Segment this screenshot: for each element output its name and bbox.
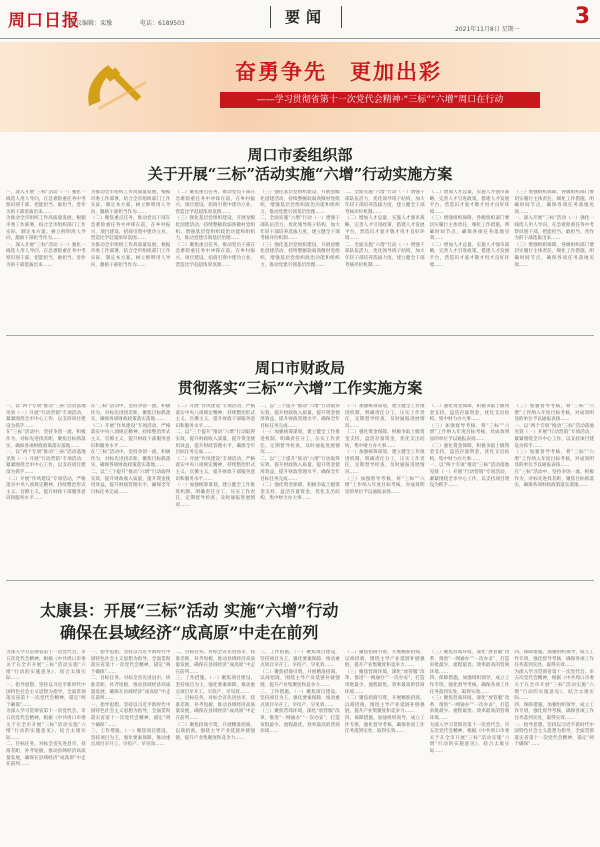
article-3-column: 为深入学习贯彻省第十一次党代会、市五次党代会精神，根据《中共周口市委关于在全市开展“三标”活动实施“六增”行动的实施意见》，结合太康实际…… 一、指导思想。坚持以习近平新时代中国特色社会主义思想为指导，全面贯彻落实省第十一次党代会精神，锚定“两个确保”…… 为深入学习贯彻省第十一次党代会、市五次党代会精神，根据《中共周口市委关于在全市开展“三标”活动实施“六增”行动的实施意见》，结合太康实际…… 二、目标任务。对标全省先进县市，找准差距，补齐短板，推动县域经济高质量发展，确保在县域经济“成高原”中走在前列…… — [6, 650, 86, 768]
banner-subtitle: ——学习贯彻省第十一次党代会精神·“三标”“六增”周口在行动 — [220, 92, 540, 108]
page-number: 3 — [574, 4, 590, 29]
article-3-column: 一、指导思想。坚持以习近平新时代中国特色社会主义思想为指导，全面贯彻落实省第十一次党代会精神，锚定“两个确保”…… 二、目标任务。对标全省先进县市，找准差距，补齐短板，推动县域经济高质量发展，确保在县域经济“成高原”中走在前列…… 一、指导思想。坚持以习近平新时代中国特色社会主义思想为指导，全面贯彻落实省第十一次党代会精神，锚定“两个确保”…… 三、工作措施。（一）聚焦项目建设，坚持项目为王，强化要素保障，推动重点项目早开工、早投产、早见效…… — [90, 650, 171, 748]
article-3-column: 二、目标任务。对标全省先进县市，找准差距，补齐短板，推动县域经济高质量发展，确保在县域经济“成高原”中走在前列…… 三、工作措施。（一）聚焦项目建设，坚持项目为王，强化要素保障，推动重点项目早开工、早投产、早见效…… 二、目标任务。对标全省先进县市，找准差距，补齐短板，推动县域经济高质量发展，确保在县域经济“成高原”中走在前列…… （二）聚焦招商引资，开展精准招商、以商招商，围绕主导产业延链补链强链，提升产业集聚度和竞争力…… — [175, 650, 256, 741]
editor-info: 协议编辑：栾豫 — [70, 20, 113, 27]
article-2-column: （三）加强督导考核，将“三标”“六增”工作纳入年度目标考核，对成效明显的单位予以通报表扬…… 一、以“两个专项”推动“三标”活动落地见效（一）开展“行动营销”专项活动，紧紧围绕全市中心工作，以支持项目建设为抓手…… （三）加强督导考核，将“三标”“六增”工作纳入年度目标考核，对成效明显的单位予以通报表扬…… 在“三标”活动中，坚持争创一流、积极作为，对标先进找差距，聚焦目标抓落实，确保各项财政政策落实落地…… — [514, 404, 595, 489]
article-1-body — [6, 190, 594, 330]
issue-date: 2021年11月8日 星期一 — [455, 26, 520, 33]
article-1-column: 一、深入开展“三标”活动（一）强化一线选人用人导向，在急难险重任务中考察识别干部，把能担当、敢担当、善作为的干部选拔出来…… 为推动全市组织工作高质量发展，根据市委工作部署，结合全市组织部门工作实际，制定本方案。树立鲜明用人导向，激励干部担当作为…… 一、深入开展“三标”活动（一）强化一线选人用人导向，在急难险重任务中考察识别干部，把能担当、敢担当、善作为的干部选拔出来…… — [6, 190, 86, 268]
article-2-column: （二）强化资金保障，积极争取上级资金支持，盘活存量资金，优化支出结构，集中财力办大事…… （三）加强督导考核，将“三标”“六增”工作纳入年度目标考核，对成效明显的单位予以通报表扬…… （二）强化资金保障，积极争取上级资金支持，盘活存量资金，优化支出结构，集中财力办大事…… 一、以“两个专项”推动“三标”活动落地见效（一）开展“行动营销”专项活动，紧紧围绕全市中心工作，以支持项目建设为抓手…… — [429, 404, 510, 489]
article-2-column: （一）加强统筹谋划，建立健全工作推进机制，明确责任分工，压实工作责任，定期督导检查，及时通报进展情况…… （二）强化资金保障，积极争取上级资金支持，盘活存量资金，优化支出结构，集中财力办大事…… （一）加强统筹谋划，建立健全工作推进机制，明确责任分工，压实工作责任，定期督导检查，及时通报进展情况…… （三）加强督导考核，将“三标”“六增”工作纳入年度目标考核，对成效明显的单位予以通报表扬…… — [344, 404, 425, 495]
article-1-column: （二）增加人才总量，实施人才强市战略，完善人才引进政策，搭建人才发展平台，营造识才爱才敬才用才良好环境…… （三）增强组织保障，各级组织部门要切实履行主体责任，细化工作措施，明确时间节点，确保各项任务落地见效…… （二）增加人才总量，实施人才强市战略，完善人才引进政策，搭建人才发展平台，营造识才爱才敬才用才良好环境…… — [429, 190, 510, 268]
phone-info: 电话：6189503 — [140, 20, 185, 27]
divider — [6, 335, 594, 336]
article-3-headline-line2: 确保在县域经济“成高原”中走在前列 — [60, 623, 319, 642]
article-3-headline-line1: 太康县：开展“三标”活动 实施“六增”行动 — [40, 601, 339, 620]
article-3-column: 四、保障措施。加强组织领导，成立工作专班，强化督导考核，确保各项工作任务落到实处、取得实效…… 为深入学习贯彻省第十一次党代会、市五次党代会精神，根据《中共周口市委关于在全市开展“三标”活动实施“六增”行动的实施意见》，结合太康实际…… 四、保障措施。加强组织领导，成立工作专班，强化督导考核，确保各项工作任务落到实处、取得实效…… 一、指导思想。坚持以习近平新时代中国特色社会主义思想为指导，全面贯彻落实省第十一次党代会精神，锚定“两个确保”…… — [514, 650, 595, 748]
article-2-column: 在“三标”活动中，坚持争创一流、积极作为，对标先进找差距，聚焦目标抓落实，确保各项财政政策落实落地…… （二）开展“作风建设”专项活动，严格落实中央八项规定精神，持续整治形式主义、官僚主义，提升财政干部服务意识和服务水平…… 在“三标”活动中，坚持争创一流、积极作为，对标先进找差距，聚焦目标抓落实，确保各项财政政策落实落地…… 二、以“三个提升”推动“六增”行动取得实效，提升财政收入质量，提升资金使用效益，提升财政管理水平，确保全年目标任务完成…… — [90, 404, 171, 495]
party-emblem-icon — [70, 52, 165, 122]
article-1-headline-line1: 周口市委组织部 — [247, 146, 353, 164]
article-3-column: （三）聚焦营商环境，深化“放管服”改革，推进“一网通办”“一次办妥”，打造审批最少、流程最优、效率最高的营商环境…… 四、保障措施。加强组织领导，成立工作专班，强化督导考核，确保各项工作任务落到实处、取得实效…… （三）聚焦营商环境，深化“放管服”改革，推进“一网通办”“一次办妥”，打造审批最少、流程最优、效率最高的营商环境…… 为深入学习贯彻省第十一次党代会、市五次党代会精神，根据《中共周口市委关于在全市开展“三标”活动实施“六增”行动的实施意见》，结合太康实际…… — [429, 650, 510, 754]
newspaper-logo: 周口日报 — [8, 11, 80, 31]
divider — [6, 580, 594, 581]
section-title: 要闻 — [270, 6, 342, 28]
article-1-column: （二）聚焦重点任务，推动党员干部在急难险重任务中冲锋在前，在乡村振兴、项目建设、招商引资中建功立业，营造比学赶超浓厚氛围…… （三）强化基层党组织建设，开展星级化创建活动，持续整顿软弱涣散村党组织，增强基层党组织政治功能和组织力，推动党建引领基层治理…… （二）聚焦重点任务，推动党员干部在急难险重任务中冲锋在前，在乡村振兴、项目建设、招商引资中建功立业，营造比学赶超浓厚氛围…… — [175, 190, 256, 268]
article-2-headline-line2: 贯彻落实“三标”“六增”工作实施方案 — [177, 379, 423, 397]
article-1-column: 二、全面实施“六增”行动（一）增强干部队伍活力，优化领导班子结构，加大年轻干部培养选拔力度，建立健全干部考核评价机制…… （二）增加人才总量，实施人才强市战略，完善人才引进政策，搭建人才发展平台，营造识才爱才敬才用才良好环境…… 二、全面实施“六增”行动（一）增强干部队伍活力，优化领导班子结构，加大年轻干部培养选拔力度，建立健全干部考核评价机制…… — [344, 190, 425, 268]
theme-banner — [0, 42, 600, 132]
article-2-body — [6, 404, 594, 576]
article-2-headline-line1: 周口市财政局 — [254, 359, 345, 377]
masthead — [0, 0, 600, 39]
article-2-column: 二、以“三个提升”推动“六增”行动取得实效，提升财政收入质量，提升资金使用效益，提升财政管理水平，确保全年目标任务完成…… （一）加强统筹谋划，建立健全工作推进机制，明确责任分工，压实工作责任，定期督导检查，及时通报进展情况…… 二、以“三个提升”推动“六增”行动取得实效，提升财政收入质量，提升资金使用效益，提升财政管理水平，确保全年目标任务完成…… （二）强化资金保障，积极争取上级资金支持，盘活存量资金，优化支出结构，集中财力办大事…… — [260, 404, 340, 502]
article-1-column: （三）强化基层党组织建设，开展星级化创建活动，持续整顿软弱涣散村党组织，增强基层党组织政治功能和组织力，推动党建引领基层治理…… 二、全面实施“六增”行动（一）增强干部队伍活力，优化领导班子结构，加大年轻干部培养选拔力度，建立健全干部考核评价机制…… （三）强化基层党组织建设，开展星级化创建活动，持续整顿软弱涣散村党组织，增强基层党组织政治功能和组织力，推动党建引领基层治理…… — [260, 190, 340, 268]
article-2-column: 一、以“两个专项”推动“三标”活动落地见效（一）开展“行动营销”专项活动，紧紧围绕全市中心工作，以支持项目建设为抓手…… 在“三标”活动中，坚持争创一流、积极作为，对标先进找差距，聚焦目标抓落实，确保各项财政政策落实落地…… 一、以“两个专项”推动“三标”活动落地见效（一）开展“行动营销”专项活动，紧紧围绕全市中心工作，以支持项目建设为抓手…… （二）开展“作风建设”专项活动，严格落实中央八项规定精神，持续整治形式主义、官僚主义，提升财政干部服务意识和服务水平…… — [6, 404, 86, 502]
article-1-column: （三）增强组织保障，各级组织部门要切实履行主体责任，细化工作措施，明确时间节点，确保各项任务落地见效…… 一、深入开展“三标”活动（一）强化一线选人用人导向，在急难险重任务中考察识别干部，把能担当、敢担当、善作为的干部选拔出来…… （三）增强组织保障，各级组织部门要切实履行主体责任，细化工作措施，明确时间节点，确保各项任务落地见效…… — [514, 190, 595, 268]
article-2-column: （二）开展“作风建设”专项活动，严格落实中央八项规定精神，持续整治形式主义、官僚主义，提升财政干部服务意识和服务水平…… 二、以“三个提升”推动“六增”行动取得实效，提升财政收入质量，提升资金使用效益，提升财政管理水平，确保全年目标任务完成…… （二）开展“作风建设”专项活动，严格落实中央八项规定精神，持续整治形式主义、官僚主义，提升财政干部服务意识和服务水平…… （一）加强统筹谋划，建立健全工作推进机制，明确责任分工，压实工作责任，定期督导检查，及时通报进展情况…… — [175, 404, 256, 508]
article-1-column: 为推动全市组织工作高质量发展，根据市委工作部署，结合全市组织部门工作实际，制定本方案。树立鲜明用人导向，激励干部担当作为…… （二）聚焦重点任务，推动党员干部在急难险重任务中冲锋在前，在乡村振兴、项目建设、招商引资中建功立业，营造比学赶超浓厚氛围…… 为推动全市组织工作高质量发展，根据市委工作部署，结合全市组织部门工作实际，制定本方案。树立鲜明用人导向，激励干部担当作为…… — [90, 190, 171, 268]
article-1-headline-line2: 关于开展“三标”活动实施“六增”行动实施方案 — [147, 165, 453, 183]
banner-title: 奋勇争先 更加出彩 — [235, 60, 442, 84]
article-3-body — [6, 650, 594, 842]
article-3-column: （二）聚焦招商引资，开展精准招商、以商招商，围绕主导产业延链补链强链，提升产业集聚度和竞争力…… （三）聚焦营商环境，深化“放管服”改革，推进“一网通办”“一次办妥”，打造审批最少、流程最优、效率最高的营商环境…… （二）聚焦招商引资，开展精准招商、以商招商，围绕主导产业延链补链强链，提升产业集聚度和竞争力…… 四、保障措施。加强组织领导，成立工作专班，强化督导考核，确保各项工作任务落到实处、取得实效…… — [344, 650, 425, 735]
article-3-column: 三、工作措施。（一）聚焦项目建设，坚持项目为王，强化要素保障，推动重点项目早开工、早投产、早见效…… （二）聚焦招商引资，开展精准招商、以商招商，围绕主导产业延链补链强链，提升产业集聚度和竞争力…… 三、工作措施。（一）聚焦项目建设，坚持项目为王，强化要素保障，推动重点项目早开工、早投产、早见效…… （三）聚焦营商环境，深化“放管服”改革，推进“一网通办”“一次办妥”，打造审批最少、流程最优、效率最高的营商环境…… — [260, 650, 340, 735]
